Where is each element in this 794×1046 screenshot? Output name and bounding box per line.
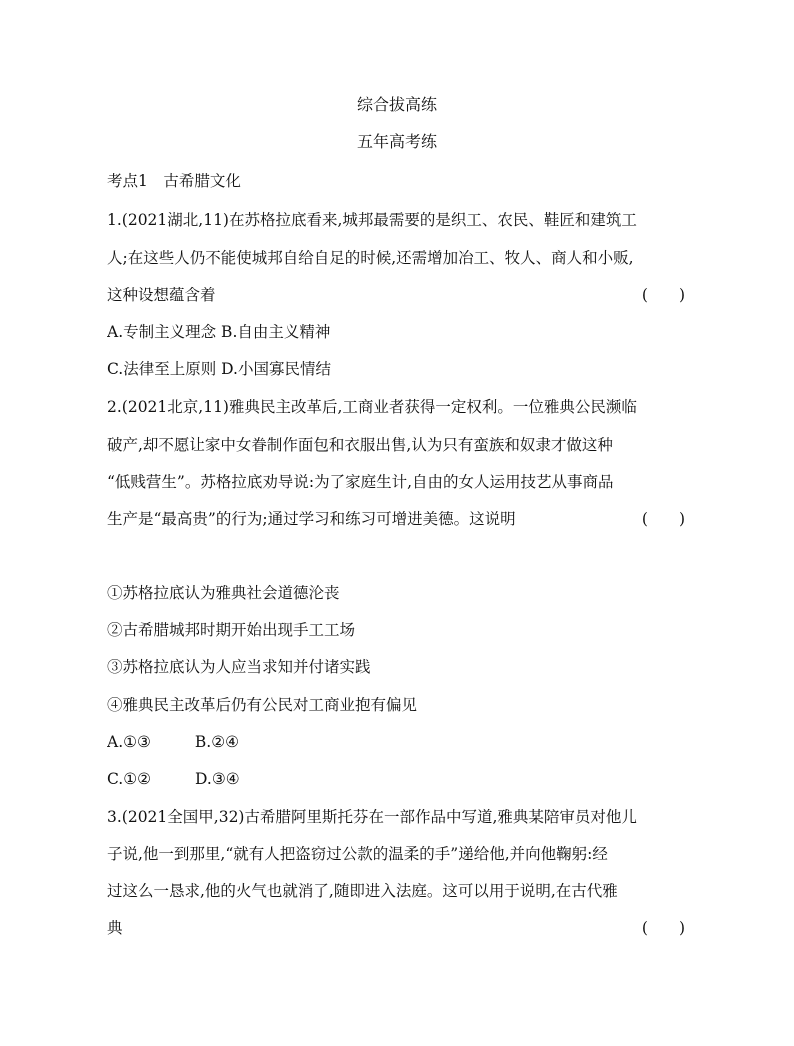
q2-option-row-2 xyxy=(107,768,685,790)
q2-line-2: 破产,却不愿让家中女眷制作面包和衣服出售,认为只有蛮族和奴隶才做这种 xyxy=(107,436,613,454)
section-heading: 考点1 古希腊文化 xyxy=(107,172,241,190)
q2-option-a: A.①③ xyxy=(107,733,151,751)
q2-option-row-1 xyxy=(107,731,685,753)
q1-line-1: 1.(2021湖北,11)在苏格拉底看来,城邦最需要的是织工、农民、鞋匠和建筑工 xyxy=(107,211,637,229)
q2-option-d: D.③④ xyxy=(195,770,240,788)
page-title: 综合拔高练 xyxy=(356,95,437,114)
q2-line-4 xyxy=(107,508,685,530)
q1-option-row-1: A.专制主义理念 B.自由主义精神 xyxy=(107,323,331,341)
q2-line-1: 2.(2021北京,11)雅典民主改革后,工商业者获得一定权利。一位雅典公民濒临 xyxy=(107,398,637,416)
q3-answer-paren: ( ) xyxy=(641,919,685,937)
page-subtitle: 五年高考练 xyxy=(356,132,437,151)
q3-line-3: 过这么一恳求,他的火气也就消了,随即进入法庭。这可以用于说明,在古代雅 xyxy=(107,882,618,900)
q3-stem-end: 典 xyxy=(107,919,123,937)
q2-statement-4: ④雅典民主改革后仍有公民对工商业抱有偏见 xyxy=(107,696,418,714)
q1-stem-end: 这种设想蕴含着 xyxy=(107,286,216,304)
q2-option-c: C.①② xyxy=(107,770,152,788)
q2-statement-1: ①苏格拉底认为雅典社会道德沦丧 xyxy=(107,584,340,602)
q2-statement-3: ③苏格拉底认为人应当求知并付诸实践 xyxy=(107,658,371,676)
q3-line-1: 3.(2021全国甲,32)古希腊阿里斯托芬在一部作品中写道,雅典某陪审员对他儿 xyxy=(107,808,637,826)
q1-answer-paren: ( ) xyxy=(641,286,685,304)
q2-statement-2: ②古希腊城邦时期开始出现手工工场 xyxy=(107,621,356,639)
q2-answer-paren: ( ) xyxy=(641,510,685,528)
q3-line-4 xyxy=(107,917,685,939)
q1-line-2: 人;在这些人仍不能使城邦自给自足的时候,还需增加冶工、牧人、商人和小贩, xyxy=(107,249,634,267)
q1-line-3 xyxy=(107,284,685,306)
q2-line-3: “低贱营生”。苏格拉底劝导说:为了家庭生计,自由的女人运用技艺从事商品 xyxy=(107,473,614,491)
q2-stem-end: 生产是“最高贵”的行为;通过学习和练习可增进美德。这说明 xyxy=(107,510,516,528)
q3-line-2: 子说,他一到那里,“就有人把盗窃过公款的温柔的手”递给他,并向他鞠躬:经 xyxy=(107,845,608,863)
q2-option-b: B.②④ xyxy=(194,733,240,751)
q1-option-row-2: C.法律至上原则 D.小国寡民情结 xyxy=(107,360,331,378)
